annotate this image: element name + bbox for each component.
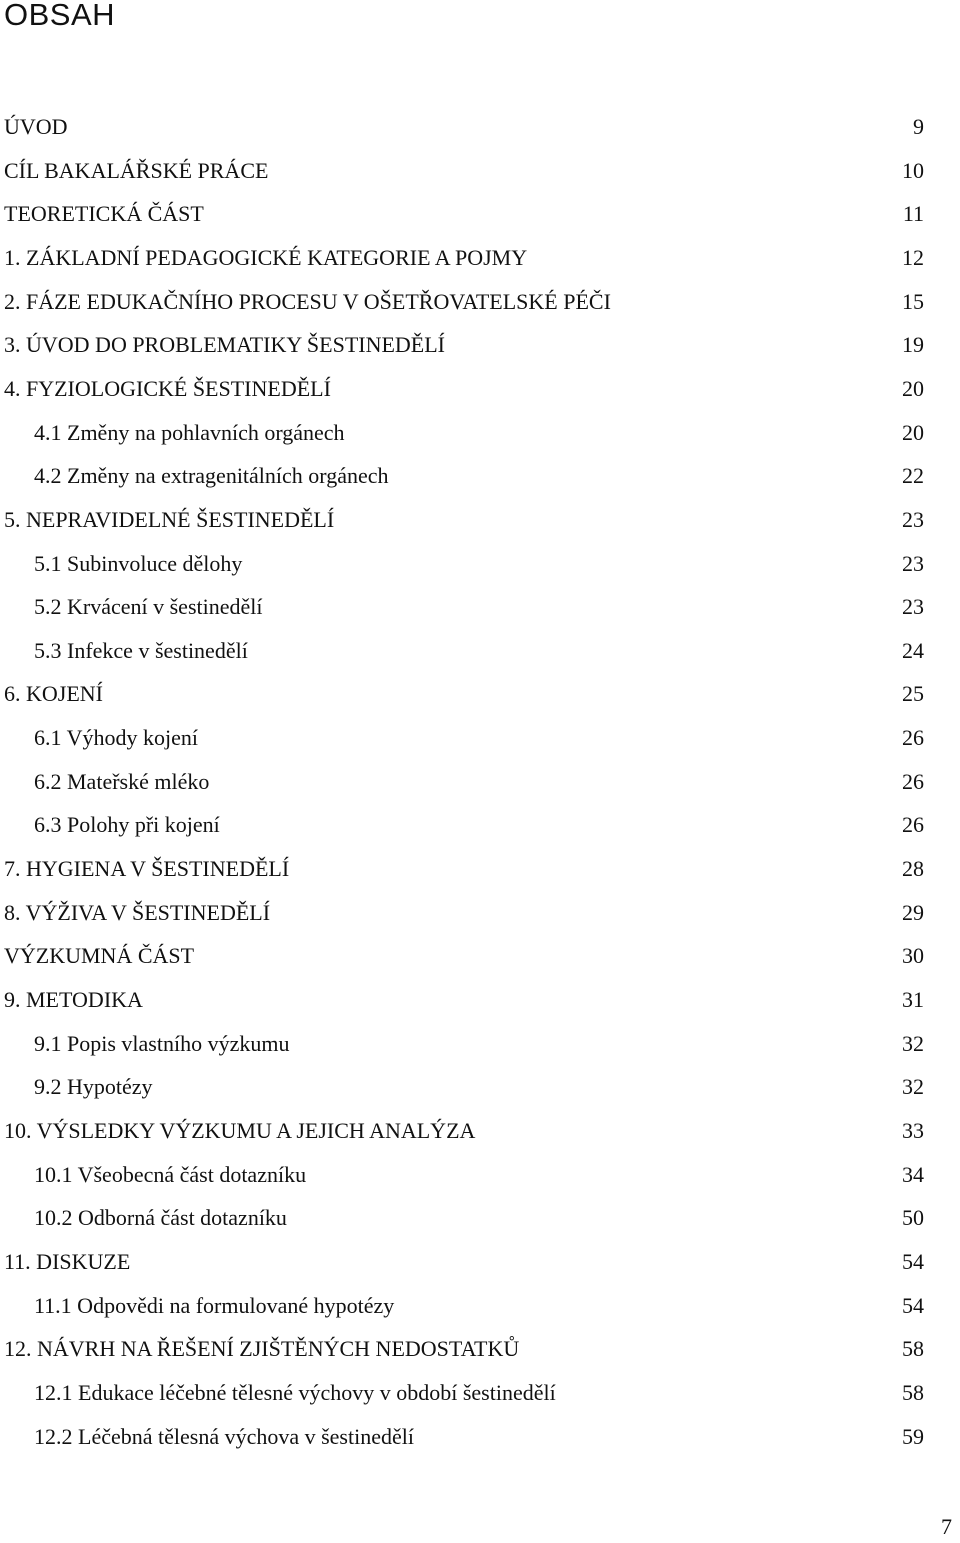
toc-entry-title: 12.1 Edukace léčebné tělesné výchovy v období šestinedělí [34,1379,556,1405]
toc-entry [0,192,960,236]
toc-entry-title: 1. ZÁKLADNÍ PEDAGOGICKÉ KATEGORIE A POJMY [4,244,528,270]
toc-entry [0,280,960,324]
toc-entry-page: 23 [902,550,924,576]
toc-entry-title: 7. HYGIENA V ŠESTINEDĚLÍ [4,856,290,882]
toc-subentry [0,803,960,847]
toc-entry [0,891,960,935]
toc-entry-page: 32 [902,1074,924,1100]
toc-entry-page: 32 [902,1030,924,1056]
toc-entry-title: 12.2 Léčebná tělesná výchova v šestinedělí [34,1423,414,1449]
toc-entry [0,934,960,978]
toc-entry-title: VÝZKUMNÁ ČÁST [4,943,195,969]
toc-entry-page: 26 [902,812,924,838]
toc-entry-title: 10.1 Všeobecná část dotazníku [34,1161,307,1187]
page-number: 7 [941,1514,952,1539]
toc-entry-page: 31 [902,987,924,1012]
toc-entry-title: 6.2 Mateřské mléko [34,768,210,794]
toc-entry-title: 6.1 Výhody kojení [34,725,198,751]
toc-entry-title: 8. VÝŽIVA V ŠESTINEDĚLÍ [4,899,271,925]
toc-entry-title: 4. FYZIOLOGICKÉ ŠESTINEDĚLÍ [4,375,331,401]
toc-entry-page: 26 [902,768,924,794]
toc-subentry [0,454,960,498]
toc-entry-title: 9.2 Hypotézy [34,1074,153,1100]
toc-subentry [0,1284,960,1328]
toc-entry-page: 54 [902,1292,924,1318]
toc-entry-title: 4.1 Změny na pohlavních orgánech [34,419,345,445]
toc-entry-page: 34 [902,1161,924,1187]
toc-entry-page: 20 [902,419,924,445]
toc-entry-page: 11 [902,201,924,227]
toc-subentry [0,1415,960,1459]
toc-entry-page: 15 [902,288,924,314]
toc-entry-title: 11. DISKUZE [4,1248,131,1274]
toc-entry-title: TEORETICKÁ ČÁST [4,201,204,227]
toc-subentry [0,760,960,804]
toc-subentry [0,585,960,629]
toc-entry-title: 5.1 Subinvoluce dělohy [34,550,243,576]
toc-entry-title: 9.1 Popis vlastního výzkumu [34,1030,290,1056]
toc-entry [0,847,960,891]
toc-entry [0,236,960,280]
toc-entry [0,367,960,411]
toc-subentry [0,716,960,760]
toc-entry [0,149,960,193]
toc-subentry [0,542,960,586]
toc-subentry [0,1371,960,1415]
toc-entry-page: 22 [902,463,924,489]
toc-entry-title: 3. ÚVOD DO PROBLEMATIKY ŠESTINEDĚLÍ [4,332,445,358]
toc-entry-page: 20 [902,375,924,401]
toc-entry-title: ÚVOD [4,114,68,139]
toc-entry [0,978,960,1022]
toc-entry-page: 25 [902,681,924,707]
toc-subentry [0,1022,960,1066]
toc-entry [0,672,960,716]
toc-entry-page: 10 [902,157,924,183]
toc-entry-page: 23 [902,506,924,532]
toc-entry [0,498,960,542]
toc-entry-page: 30 [902,943,924,969]
toc-entry-title: CÍL BAKALÁŘSKÉ PRÁCE [4,157,269,183]
toc-entry-title: 12. NÁVRH NA ŘEŠENÍ ZJIŠTĚNÝCH NEDOSTATKŮ [4,1336,520,1362]
toc-entry-title: 6. KOJENÍ [4,681,103,707]
toc-entry [0,1327,960,1371]
toc-entry [0,1109,960,1153]
toc-entry-title: 9. METODIKA [4,987,143,1012]
toc-subentry [0,1196,960,1240]
toc-entry-page: 29 [902,899,924,925]
toc-entry-page: 50 [902,1205,924,1231]
toc-entry-page: 28 [902,856,924,882]
toc-entry-page: 24 [902,637,924,663]
toc-entry-page: 58 [902,1336,924,1362]
toc-entry-title: 11.1 Odpovědi na formulované hypotézy [34,1292,395,1318]
toc-entry-title: 2. FÁZE EDUKAČNÍHO PROCESU V OŠETŘOVATELSKÉ PÉČI [4,288,611,314]
toc-entry-page: 19 [902,332,924,358]
toc-entry-title: 5. NEPRAVIDELNÉ ŠESTINEDĚLÍ [4,506,335,532]
toc-entry-page: 54 [902,1248,924,1274]
toc-entry-page: 26 [902,725,924,751]
toc-entry-page: 59 [902,1423,924,1449]
toc-entry-page: 33 [902,1117,924,1143]
toc-entry-title: 4.2 Změny na extragenitálních orgánech [34,463,389,489]
toc-entry-title: 5.2 Krvácení v šestinedělí [34,594,263,620]
toc-entry-title: 10. VÝSLEDKY VÝZKUMU A JEJICH ANALÝZA [4,1117,476,1143]
toc-entry-page: 23 [902,594,924,620]
toc-entry-page: 9 [913,114,924,139]
toc-subentry [0,1153,960,1197]
toc-entry-title: 5.3 Infekce v šestinedělí [34,637,248,663]
toc-entry-page: 58 [902,1379,924,1405]
page-title: OBSAH [4,0,116,32]
toc-entry-page: 12 [902,244,924,270]
toc-entry-title: 6.3 Polohy při kojení [34,812,220,838]
toc-subentry [0,1065,960,1109]
toc-entry [0,105,960,149]
toc-subentry [0,411,960,455]
toc-entry [0,1240,960,1284]
toc-subentry [0,629,960,673]
toc-entry-title: 10.2 Odborná část dotazníku [34,1205,287,1231]
toc-entry [0,323,960,367]
